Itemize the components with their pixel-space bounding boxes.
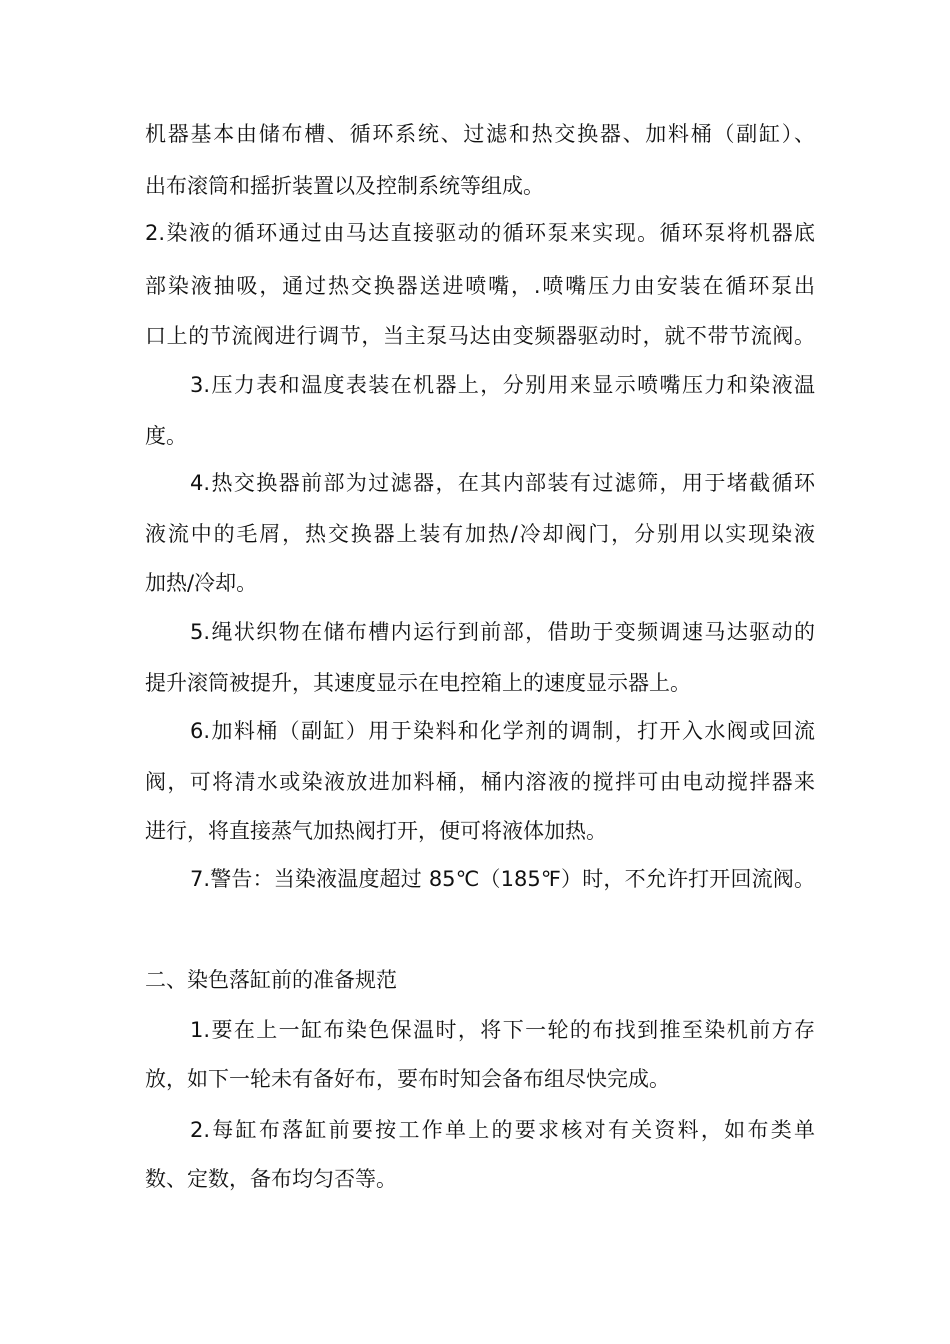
- text-line: 度。: [145, 424, 187, 448]
- text-line: 出布滚筒和摇折装置以及控制系统等组成。: [145, 174, 544, 198]
- text-line: 放，如下一轮未有备好布，要布时知会备布组尽快完成。: [145, 1067, 670, 1091]
- section-title: 二、染色落缸前的准备规范: [145, 968, 397, 992]
- text-line: 2.染液的循环通过由马达直接驱动的循环泵来实现。循环泵将机器底: [145, 221, 815, 245]
- text-line: 4.热交换器前部为过滤器，在其内部装有过滤筛，用于堵截循环: [190, 471, 815, 495]
- warning-line: 7.警告：当染液温度超过 85℃（185℉）时，不允许打开回流阀。: [190, 867, 815, 891]
- text-line: 机器基本由储布槽、循环系统、过滤和热交换器、加料桶（副缸）、: [145, 122, 815, 146]
- text-line: 3.压力表和温度表装在机器上，分别用来显示喷嘴压力和染液温: [190, 373, 815, 397]
- text-line: 1.要在上一缸布染色保温时，将下一轮的布找到推至染机前方存: [190, 1018, 815, 1042]
- text-line: 6.加料桶（副缸）用于染料和化学剂的调制，打开入水阀或回流: [190, 719, 815, 743]
- text-line: 提升滚筒被提升，其速度显示在电控箱上的速度显示器上。: [145, 671, 691, 695]
- text-line: 部染液抽吸，通过热交换器送进喷嘴，.喷嘴压力由安装在循环泵出: [145, 274, 815, 298]
- text-line: 5.绳状织物在储布槽内运行到前部，借助于变频调速马达驱动的: [190, 620, 815, 644]
- text-line: 2.每缸布落缸前要按工作单上的要求核对有关资料，如布类单: [190, 1118, 815, 1142]
- text-line: 阀，可将清水或染液放进加料桶，桶内溶液的搅拌可由电动搅拌器来: [145, 770, 815, 794]
- text-line: 数、定数，备布均匀否等。: [145, 1167, 397, 1191]
- text-line: 液流中的毛屑，热交换器上装有加热/冷却阀门，分别用以实现染液: [145, 522, 815, 546]
- text-line: 口上的节流阀进行调节，当主泵马达由变频器驱动时，就不带节流阀。: [145, 324, 815, 348]
- text-line: 加热/冷却。: [145, 571, 258, 595]
- text-line: 进行，将直接蒸气加热阀打开，便可将液体加热。: [145, 819, 607, 843]
